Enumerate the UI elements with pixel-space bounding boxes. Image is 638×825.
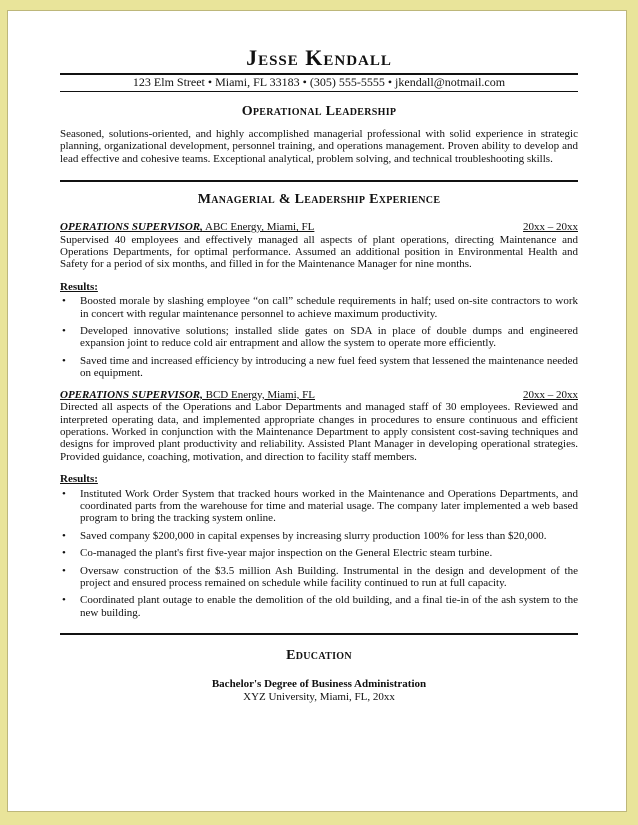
job-entry bbox=[60, 389, 578, 620]
bullet-icon: • bbox=[62, 325, 66, 338]
result-text: Oversaw construction of the $3.5 million Ash Building. Instrumental in the design and development of the project and ensured process remained on schedule while facility continued to run at full capacity. bbox=[80, 564, 578, 589]
experience-rule bbox=[60, 180, 578, 182]
contact-line: 123 Elm Street • Miami, FL 33183 • (305) 555-5555 • jkendall@notmail.com bbox=[132, 75, 506, 89]
result-text: Saved company $200,000 in capital expenses by increasing slurry production 100% for less than $20,000. bbox=[80, 529, 547, 542]
results-label: Results: bbox=[60, 473, 98, 486]
summary-title: Operational Leadership bbox=[241, 104, 397, 119]
bullet-icon: • bbox=[62, 547, 66, 560]
job-location: BCD Energy, Miami, FL bbox=[202, 388, 315, 401]
job-title: OPERATIONS SUPERVISOR, bbox=[60, 221, 203, 234]
list-item bbox=[60, 488, 578, 525]
bullet-icon: • bbox=[62, 529, 66, 542]
bullet-icon: • bbox=[62, 295, 66, 308]
list-item bbox=[60, 325, 578, 350]
list-item bbox=[60, 547, 578, 559]
education-title: Education bbox=[286, 648, 352, 664]
job-header bbox=[60, 221, 578, 233]
job-dates: 20xx – 20xx bbox=[523, 388, 578, 401]
bullet-icon: • bbox=[62, 564, 66, 577]
job-header bbox=[60, 389, 578, 401]
bullet-icon: • bbox=[62, 354, 66, 367]
job-entry bbox=[60, 221, 578, 379]
list-item bbox=[60, 295, 578, 320]
results-label: Results: bbox=[60, 280, 98, 293]
experience-title: Managerial & Leadership Experience bbox=[197, 192, 441, 208]
education-degree: Bachelor's Degree of Business Administration bbox=[211, 678, 427, 691]
list-item bbox=[60, 594, 578, 619]
results-list bbox=[60, 295, 578, 379]
candidate-name: Jesse Kendall bbox=[246, 45, 392, 70]
result-text: Boosted morale by slashing employee “on call” schedule requirements in half; used on-site contractors to work in concert with regular maintenance personnel to achieve maximum productivity. bbox=[80, 295, 578, 320]
education-rule bbox=[60, 633, 578, 635]
job-location: ABC Energy, Miami, FL bbox=[202, 221, 315, 234]
job-description: Supervised 40 employees and effectively managed all aspects of plant operations, directing Maintenance and Operations Departments, for optimal performance. Assumed an additional position in Environmental Health and Safety for a period of six months, and filled in for the Maintenance Manager for nine months. bbox=[60, 233, 578, 271]
job-heading bbox=[60, 389, 315, 401]
resume-content bbox=[60, 45, 578, 703]
contact-rule bbox=[60, 91, 578, 92]
results-list bbox=[60, 488, 578, 620]
list-item bbox=[60, 355, 578, 380]
result-text: Co-managed the plant's first five-year major inspection on the General Electric steam turbine. bbox=[80, 547, 493, 560]
job-description: Directed all aspects of the Operations and Labor Departments and managed staff of 30 employees. Reviewed and interpreted operating data, and implemented appropriate changes in procedures to ensure continuous and efficient operations. Worked in conjunction with the Maintenance Department to apply consistent cost-saving techniques and designs for improved plant productivity and reliability. Assisted Plant Manager in developing operational strategies. Provided guidance, coaching, motivation, and direction to facility staff members. bbox=[60, 401, 578, 463]
job-dates: 20xx – 20xx bbox=[523, 221, 578, 234]
result-text: Instituted Work Order System that tracked hours worked in the Maintenance and Operations Departments, and coordinated parts from the warehouse for time and material usage. The company later implemented a web based program to bring the tracking system online. bbox=[80, 487, 578, 525]
resume-page bbox=[7, 10, 627, 812]
bullet-icon: • bbox=[62, 487, 66, 500]
summary-text: Seasoned, solutions-oriented, and highly accomplished managerial professional with solid experience in strategic planning, organizational development, personnel training, and operations management. Proven ability to develop and lead effective and cohesive teams. Exceptional analytical, problem solving, and technical troubleshooting skills. bbox=[60, 128, 578, 165]
list-item bbox=[60, 565, 578, 590]
education-school: XYZ University, Miami, FL, 20xx bbox=[243, 690, 395, 703]
job-heading bbox=[60, 221, 314, 233]
job-title: OPERATIONS SUPERVISOR, bbox=[60, 388, 203, 401]
result-text: Developed innovative solutions; installed slide gates on SDA in place of double dumps and engineered expansion joint to reduce cold air entrapment and allow the system to operate more efficiently. bbox=[80, 325, 578, 350]
result-text: Saved time and increased efficiency by introducing a new fuel feed system that lessened the maintenance needed on equipment. bbox=[80, 354, 578, 380]
list-item bbox=[60, 530, 578, 542]
bullet-icon: • bbox=[62, 594, 66, 607]
result-text: Coordinated plant outage to enable the demolition of the old building, and a final tie-in of the ash system to the new building. bbox=[80, 594, 578, 619]
